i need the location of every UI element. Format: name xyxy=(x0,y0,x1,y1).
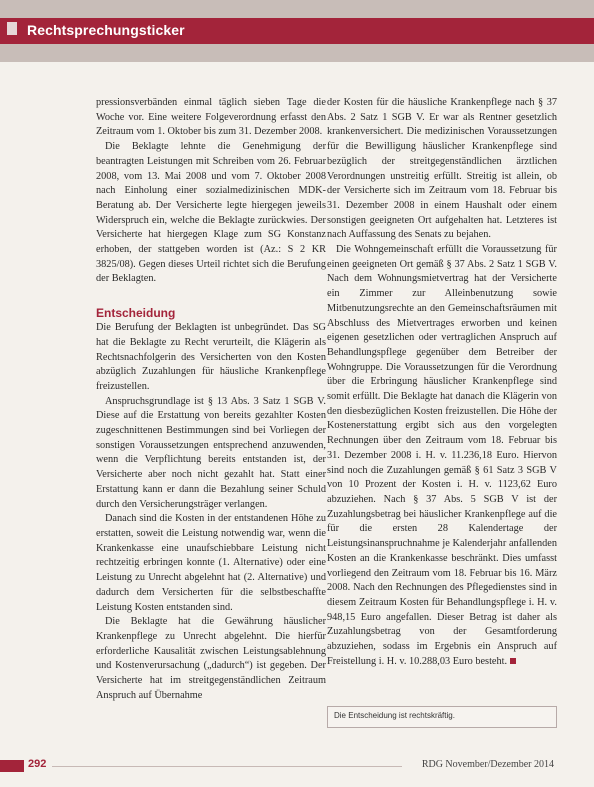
paragraph-text: Die Wohngemeinschaft erfüllt die Voraussetzung für einen geeigneten Ort gemäß § 37 Abs. 2 Satz 1 SGB V. Nach dem Wohnungsmietvertrag hat der Versicherte ein Zimmer zur Alleinbenutzung sowie Mitbenutzungsrechte an den Gemeinschaftsräumen mit Abschluss des Mietvertrages erworben und keinen eigenen gesetzlichen oder vertraglichen Anspruch auf Behandlungspflege gegenüber dem Betreiber der Wohngruppe. Die Voraussetzungen für die Verordnung über die Erbringung häuslicher Krankenpflege sind somit erfüllt. Die Beklagte hat danach die Klägerin von den diesbezüglichen Kosten freizustellen. Die Höhe der Kostenerstattung ergibt sich aus den vorgelegten Rechnungen über den Zeitraum vom 18. Februar bis 31. Dezember 2008 i. H. v. 11.236,18 Euro. Hiervon sind noch die Zuzahlungen gemäß § 61 Satz 3 SGB V von 10 Prozent der Kosten i. H. v. 1123,62 Euro abzuziehen. Nach § 37 Abs. 5 SGB V ist der Zuzahlungsbetrag bei häuslicher Krankenpflege auf die für die ersten 28 Kalendertage der Leistungsinanspruchnahme je Kalenderjahr anfallenden Kosten an die Krankenkasse beschränkt. Dies umfasst vorliegend den Zeitraum vom 18. Februar bis 16. März 2008. Nach den Rechnungen des Pflegedienstes sind in diesem Zeitraum Kosten für Behandlungspflege i. H. v. 948,15 Euro angefallen. Dieser Betrag ist daher als Zuzahlungsbetrag von der Gesamtforderung abzuziehen, sodass im Ergebnis ein Anspruch auf Freistellung i. H. v. 10.288,03 Euro besteht. xyxy=(327,244,557,667)
paragraph: Die Beklagte lehnte die Genehmigung der beantragten Leistungen mit Schreiben vom 26. Februar 2008, vom 13. Mai 2008 und vom 7. Oktober 2008 nach Einholung einer sozialmedizinischen MDK-Beratung ab. Der Versicherte legte hiergegen jeweils Widerspruch ein, welche die Beklagte zurückwies. Der Versicherte hat hiergegen Klage zum SG Konstanz erhoben, der stattgeben worden ist (Az.: S 2 KR 3825/08). Gegen dieses Urteil richtet sich die Berufung der Beklagten. xyxy=(96,141,326,285)
end-of-article-icon xyxy=(510,658,516,664)
paragraph: Die Beklagte hat die Gewährung häuslicher Krankenpflege zu Unrecht abgelehnt. Die hierfür erforderliche Kausalität zwischen Leistungsablehnung und Kostenverursachung („dadurch“) ist gegeben. Der Versicherte hat im streitgegenständlichen Zeitraum Anspruch auf Übernahme xyxy=(96,616,326,701)
note-text: Die Entscheidung ist rechtskräftig. xyxy=(334,711,455,720)
paragraph: Danach sind die Kosten in der entstandenen Höhe zu erstatten, soweit die Leistung notwendig war, wenn die Krankenkasse eine unaufschiebbare Leistung nicht rechtzeitig erbringen konnte (1. Alternative) oder eine Leistung zu Unrecht abgelehnt hat (2. Alternative) und dadurch dem Versicherten für die selbstbeschaffte Leistung Kosten entstanden sind. xyxy=(96,513,326,613)
section-heading: Entscheidung xyxy=(96,306,176,321)
note-box xyxy=(327,706,557,728)
right-column xyxy=(327,96,557,669)
section-marker-icon xyxy=(7,22,17,35)
paragraph: Anspruchsgrundlage ist § 13 Abs. 3 Satz 1 SGB V. Diese auf die Erstattung von bereits gezahlter Kosten zugeschnittenen Bestimmungen sind bei Vorliegen der sonstigen Voraussetzungen entsprechend anzuwenden, wenn die Verpflichtung bereits entstanden ist, der Versicherte aber noch nicht gezahlt hat. Statt einer Erstattung kann er dann die Bezahlung seiner Schuld durch den Versicherungsträger verlangen. xyxy=(96,395,326,510)
paragraph-last xyxy=(327,243,557,669)
issue-label: RDG November/Dezember 2014 xyxy=(421,759,554,770)
footer-accent-bar xyxy=(0,760,24,772)
paragraph: pressionsverbänden einmal täglich sieben Tage die Woche vor. Eine weitere Folgeverordnung erfasst den Zeitraum vom 1. Oktober bis zum 31. Dezember 2008. xyxy=(96,97,326,138)
footer-divider xyxy=(52,766,402,767)
page-number: 292 xyxy=(28,758,47,770)
section-title: Rechtsprechungsticker xyxy=(27,22,185,38)
paragraph: der Kosten für die häusliche Krankenpflege nach § 37 Abs. 2 Satz 1 SGB V. Er war als Rentner gesetzlich krankenversichert. Die medizinischen Voraussetzungen für die Bewilligung häuslicher Krankenpflege sind bezüglich der streitgegenständlichen ärztlichen Verordnungen unstreitig erfüllt. Streitig ist allein, ob der Versicherte sich im Zeitraum vom 18. Februar bis 31. Dezember 2008 in einem Haushalt oder einem sonstigen geeigneten Ort aufgehalten hat. Letzteres ist nach Auffassung des Senats zu bejahen. xyxy=(327,97,557,241)
paragraph: Die Berufung der Beklagten ist unbegründet. Das SG hat die Beklagte zu Recht verurteilt, die Klägerin als Rechtsnachfolgerin des Versicherten von den Kosten abzüglich Zuzahlungen für häusliche Krankenpflege freizustellen. xyxy=(96,322,326,392)
left-column xyxy=(96,96,326,703)
